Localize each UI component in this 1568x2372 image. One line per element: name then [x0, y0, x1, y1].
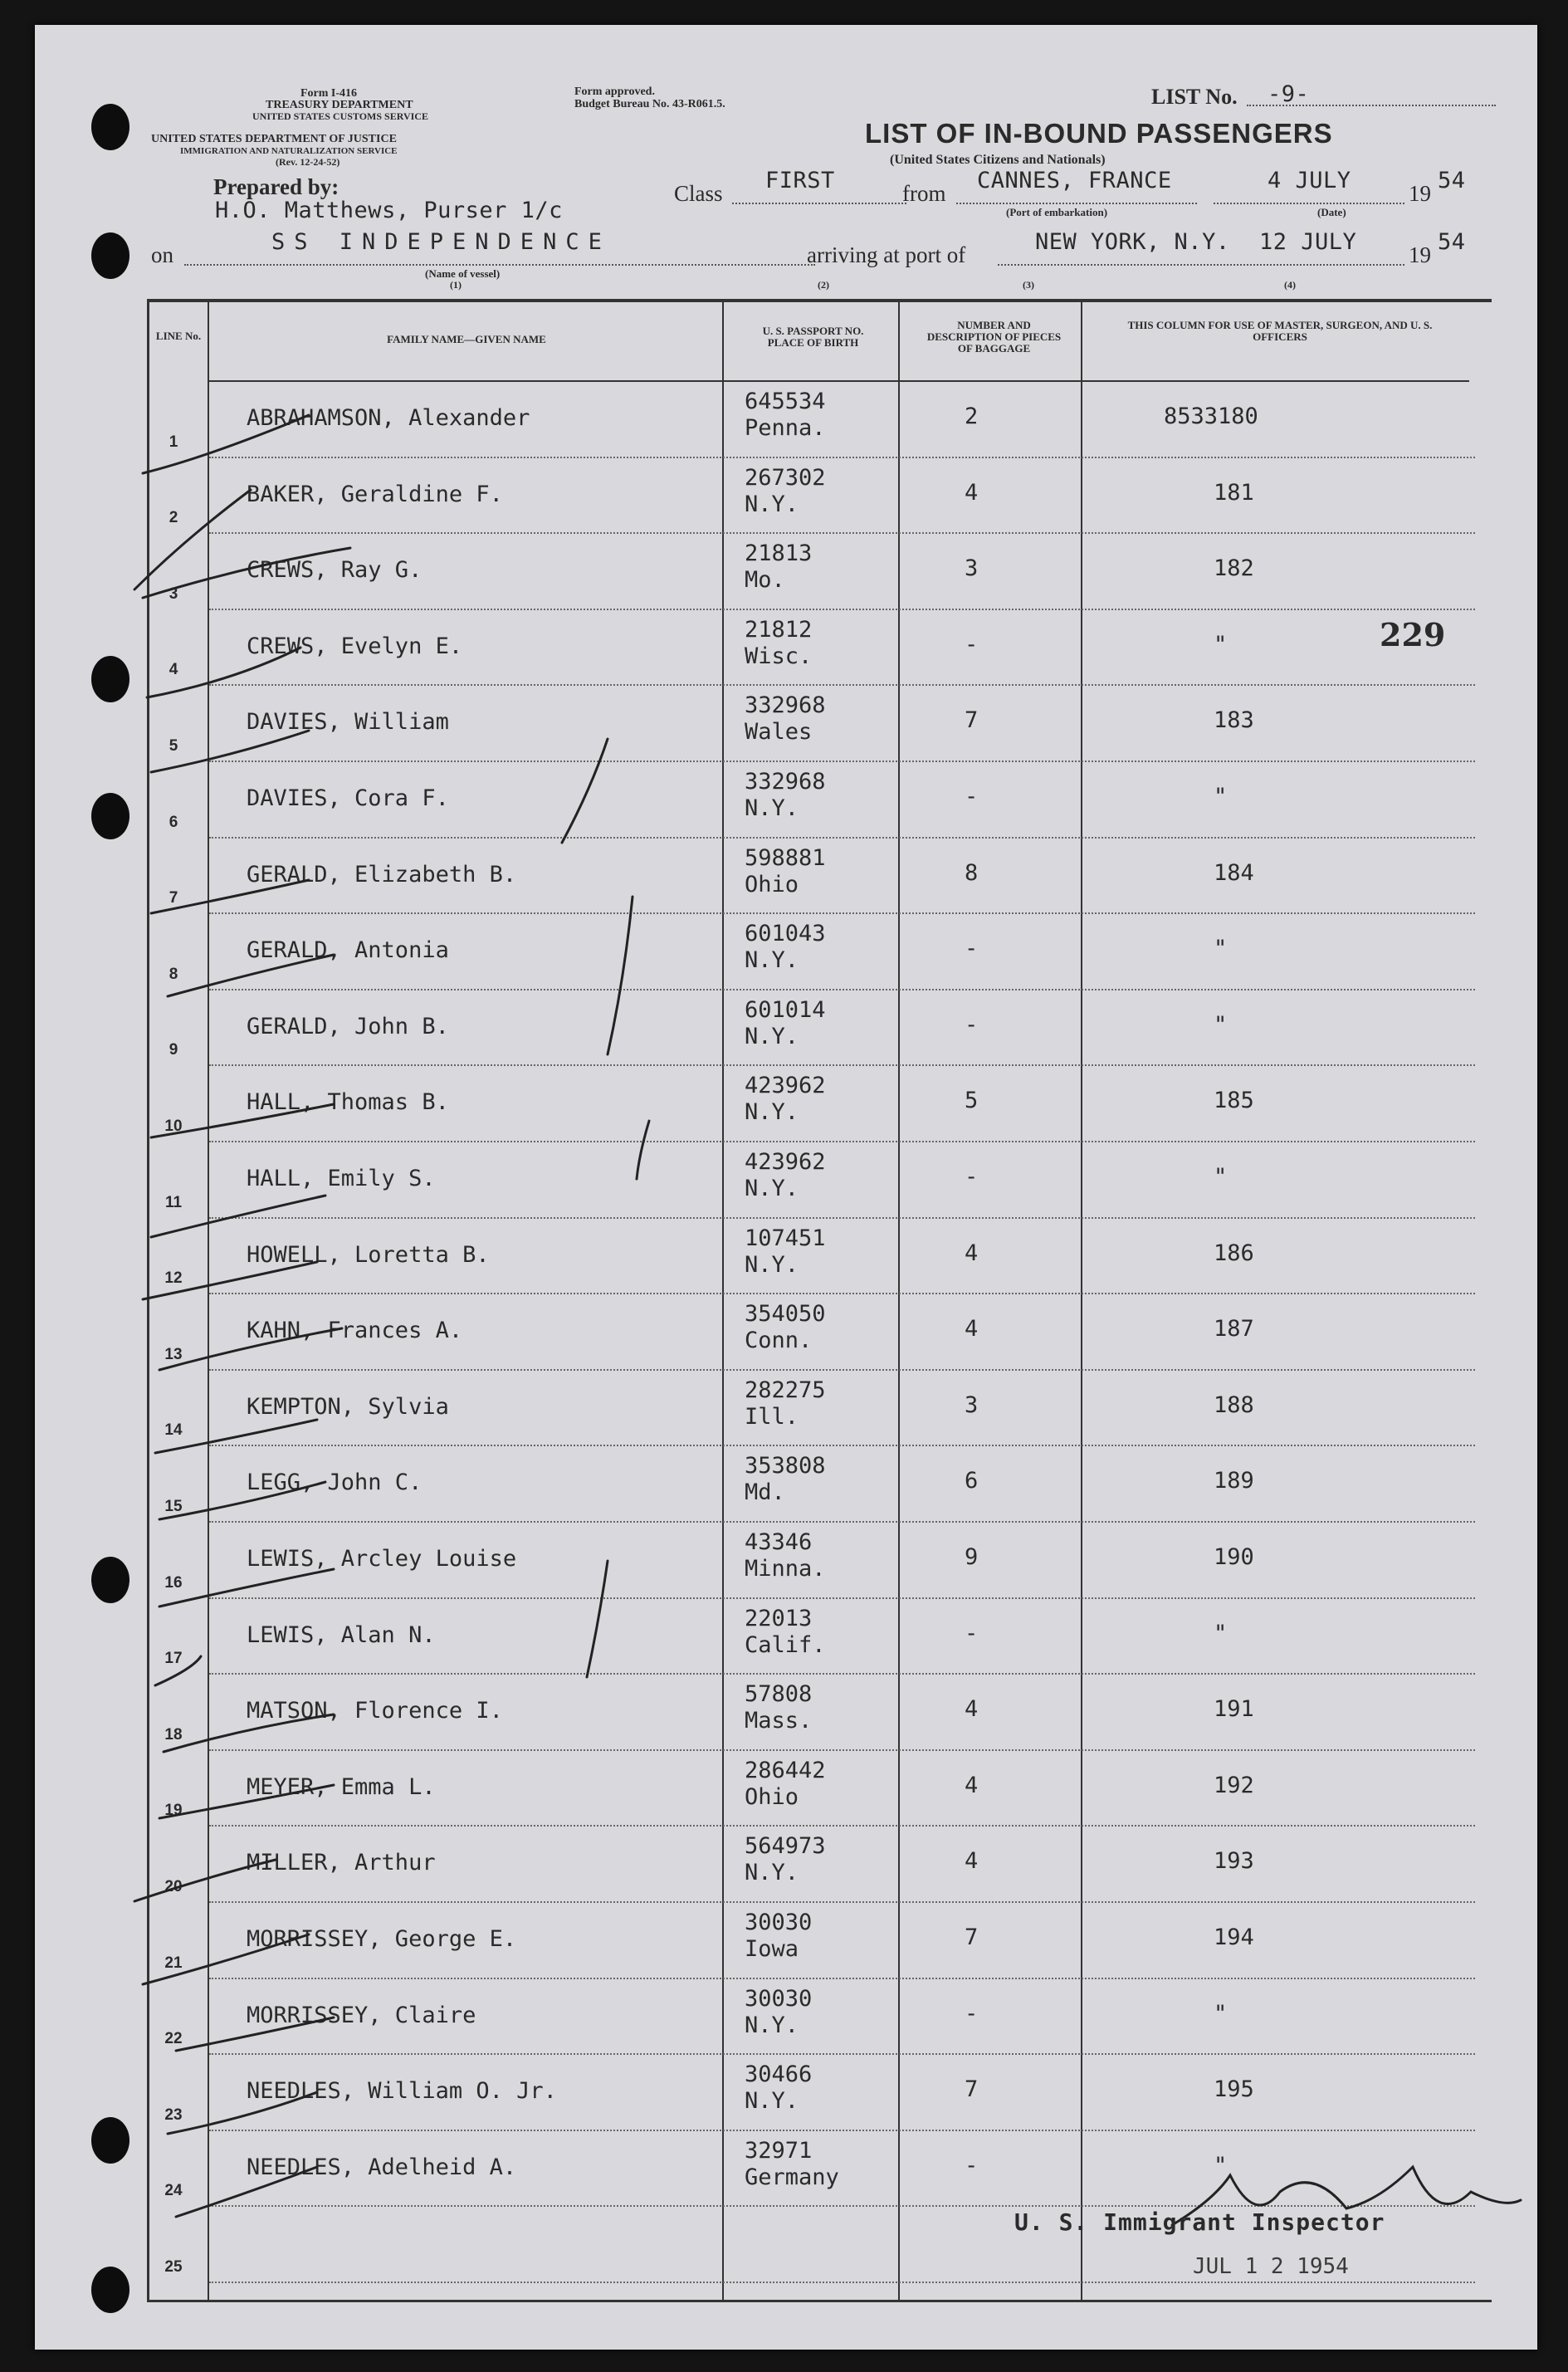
passenger-name: HALL, Thomas B. — [247, 1089, 449, 1116]
passport-number: 267302 — [745, 464, 826, 491]
line-number: 4 — [169, 661, 178, 679]
dept-justice: UNITED STATES DEPARTMENT OF JUSTICE — [151, 133, 397, 145]
officer-note: 185 — [1214, 1088, 1254, 1114]
passenger-name: KAHN, Frances A. — [247, 1318, 463, 1344]
baggage-count: - — [965, 1164, 979, 1190]
officer-note: " — [1214, 1620, 1228, 1646]
line-number: 21 — [164, 1954, 183, 1972]
arrival-year-prefix: 19 — [1409, 242, 1431, 267]
baggage-count: 6 — [965, 1468, 979, 1494]
form-title: LIST OF IN-BOUND PASSENGERS — [865, 118, 1333, 149]
line-number: 24 — [164, 2182, 183, 2200]
baggage-count: - — [965, 631, 979, 658]
baggage-count: 7 — [965, 707, 979, 734]
line-number: 6 — [169, 813, 178, 831]
passport-number: 282275 — [745, 1377, 826, 1403]
passenger-name: HALL, Emily S. — [247, 1166, 436, 1191]
officer-note: " — [1214, 631, 1228, 658]
line-number: 11 — [164, 1193, 183, 1211]
prepared-by-label: Prepared by: — [213, 174, 339, 199]
col-head-baggage: NUMBER AND DESCRIPTION OF PIECES OF BAGGAGE — [926, 319, 1062, 355]
place-of-birth: N.Y. — [745, 1860, 799, 1886]
officer-note: 187 — [1214, 1316, 1254, 1343]
col-head-line: LINE No. — [155, 330, 202, 342]
place-of-birth: N.Y. — [745, 491, 799, 517]
line-number: 5 — [169, 737, 178, 755]
baggage-count: 3 — [965, 1391, 979, 1418]
dept-ins: IMMIGRATION AND NATURALIZATION SERVICE — [180, 146, 398, 156]
line-number: 18 — [164, 1725, 183, 1744]
passenger-name: BAKER, Geraldine F. — [247, 481, 503, 507]
arriving-label: arriving at port of — [807, 242, 966, 267]
officer-note: 195 — [1214, 2076, 1254, 2103]
officer-note: 194 — [1214, 1924, 1254, 1950]
line-number: 10 — [164, 1118, 183, 1135]
baggage-count: 7 — [965, 1924, 979, 1950]
passenger-name: GERALD, Elizabeth B. — [247, 861, 517, 888]
officer-note: " — [1214, 2152, 1228, 2179]
col-num-4: (4) — [1284, 279, 1296, 291]
from-value: CANNES, FRANCE — [977, 168, 1172, 193]
passport-number: 30030 — [745, 1985, 813, 2012]
officer-note: " — [1214, 784, 1228, 809]
passenger-name: MATSON, Florence I. — [247, 1698, 503, 1724]
passport-number: 57808 — [745, 1681, 813, 1708]
baggage-count: 8 — [965, 859, 979, 886]
passport-number: 423962 — [745, 1073, 826, 1099]
place-of-birth: Md. — [745, 1479, 785, 1506]
place-of-birth: Germany — [745, 2164, 839, 2190]
passport-number: 601014 — [745, 996, 826, 1023]
officer-note: 189 — [1214, 1468, 1254, 1494]
list-number: -9- — [1268, 81, 1310, 107]
form-approved: Form approved. — [574, 86, 655, 98]
baggage-count: - — [965, 784, 979, 809]
officer-note: 188 — [1214, 1391, 1254, 1418]
col-head-passport: U. S. PASSPORT NO. PLACE OF BIRTH — [762, 325, 864, 349]
place-of-birth: N.Y. — [745, 1023, 799, 1049]
passport-number: 43346 — [745, 1529, 813, 1555]
officer-note: " — [1214, 936, 1228, 962]
prepared-by-value: H.O. Matthews, Purser 1/c — [215, 198, 563, 223]
line-number: 22 — [164, 2030, 183, 2048]
line-number: 17 — [164, 1650, 183, 1668]
passenger-name: DAVIES, William — [247, 709, 449, 736]
officer-note: 8533180 — [1164, 403, 1258, 429]
passport-number: 645534 — [745, 389, 826, 414]
baggage-count: 4 — [965, 1696, 979, 1723]
depart-year-prefix: 19 — [1409, 181, 1431, 206]
place-of-birth: Mass. — [745, 1708, 813, 1734]
passenger-name: MILLER, Arthur — [247, 1850, 436, 1876]
line-number: 15 — [164, 1498, 183, 1515]
officer-note: 193 — [1214, 1848, 1254, 1875]
dept-customs: UNITED STATES CUSTOMS SERVICE — [252, 110, 428, 122]
passport-number: 353808 — [745, 1453, 826, 1479]
passenger-name: DAVIES, Cora F. — [247, 785, 449, 811]
vessel-caption: (Name of vessel) — [425, 267, 501, 280]
passport-number: 354050 — [745, 1301, 826, 1328]
baggage-count: 4 — [965, 1848, 979, 1875]
place-of-birth: Mo. — [745, 567, 785, 594]
officer-note: 183 — [1214, 707, 1254, 734]
passenger-name: CREWS, Evelyn E. — [247, 633, 463, 659]
on-label: on — [151, 242, 173, 267]
vessel-name: SS INDEPENDENCE — [271, 229, 611, 255]
place-of-birth: Wisc. — [745, 643, 813, 669]
place-of-birth: N.Y. — [745, 1176, 799, 1201]
baggage-count: - — [965, 2000, 979, 2027]
passenger-name: NEEDLES, William O. Jr. — [247, 2078, 557, 2105]
place-of-birth: N.Y. — [745, 795, 799, 821]
line-number: 14 — [164, 1421, 183, 1440]
passenger-name: LEWIS, Arcley Louise — [247, 1546, 517, 1572]
passenger-name: NEEDLES, Adelheid A. — [247, 2154, 517, 2180]
form-number: Form I-416 — [300, 87, 358, 100]
place-of-birth: N.Y. — [745, 2088, 799, 2115]
document-page — [35, 25, 1537, 2350]
officer-note: " — [1214, 2000, 1228, 2027]
line-number: 20 — [164, 1878, 183, 1895]
passport-number: 601043 — [745, 921, 826, 947]
passport-number: 107451 — [745, 1225, 826, 1251]
passport-number: 32971 — [745, 2137, 813, 2164]
passport-number: 286442 — [745, 1757, 826, 1783]
passenger-name: MEYER, Emma L. — [247, 1773, 436, 1800]
baggage-count: 2 — [965, 403, 979, 429]
col-num-1: (1) — [450, 279, 462, 291]
line-number: 9 — [169, 1041, 178, 1059]
place-of-birth: Ohio — [745, 871, 799, 897]
officer-note: 190 — [1214, 1544, 1254, 1570]
arrival-year: 54 — [1438, 229, 1466, 255]
class-value: FIRST — [765, 168, 835, 193]
inspector-label: U. S. Immigrant Inspector — [1014, 2208, 1385, 2236]
baggage-count: - — [965, 936, 979, 962]
line-number: 19 — [164, 1802, 183, 1820]
baggage-count: - — [965, 1620, 979, 1646]
form-subtitle: (United States Citizens and Nationals) — [890, 153, 1106, 167]
passenger-name: GERALD, John B. — [247, 1013, 449, 1039]
passport-number: 21812 — [745, 616, 813, 643]
baggage-count: 3 — [965, 555, 979, 582]
place-of-birth: Minna. — [745, 1556, 826, 1582]
baggage-count: 4 — [965, 1240, 979, 1266]
place-of-birth: Ohio — [745, 1783, 799, 1810]
col-head-officers: THIS COLUMN FOR USE OF MASTER, SURGEON, AND U. S. OFFICERS — [1127, 319, 1433, 343]
baggage-count: 7 — [965, 2076, 979, 2103]
col-num-2: (2) — [818, 279, 829, 291]
officer-note: 192 — [1214, 1772, 1254, 1798]
passport-number: 423962 — [745, 1149, 826, 1175]
baggage-count: 4 — [965, 1316, 979, 1343]
line-number: 16 — [164, 1573, 183, 1592]
place-of-birth: Wales — [745, 719, 813, 746]
handwritten-marks — [35, 25, 1537, 2350]
place-of-birth: Penna. — [745, 415, 826, 441]
line-number: 23 — [164, 2105, 183, 2124]
passport-number: 30030 — [745, 1910, 813, 1935]
page-stamp: 229 — [1380, 616, 1446, 653]
place-of-birth: Conn. — [745, 1328, 813, 1354]
arrival-date: 12 JULY — [1259, 229, 1357, 255]
place-of-birth: N.Y. — [745, 1251, 799, 1278]
place-of-birth: N.Y. — [745, 947, 799, 974]
line-number: 1 — [169, 433, 178, 451]
officer-note: " — [1214, 1011, 1228, 1038]
officer-note: 182 — [1214, 555, 1254, 582]
baggage-count: 4 — [965, 479, 979, 506]
place-of-birth: N.Y. — [745, 2012, 799, 2038]
place-of-birth: N.Y. — [745, 1099, 799, 1126]
passport-number: 564973 — [745, 1833, 826, 1860]
passenger-name: KEMPTON, Sylvia — [247, 1393, 449, 1420]
class-label: Class — [674, 181, 723, 206]
baggage-count: - — [965, 1011, 979, 1038]
port-caption: (Port of embarkation) — [1006, 206, 1108, 218]
baggage-count: 9 — [965, 1544, 979, 1570]
passenger-name: LEWIS, Alan N. — [247, 1621, 436, 1648]
budget-bureau: Budget Bureau No. 43-R061.5. — [574, 98, 725, 110]
place-of-birth: Calif. — [745, 1631, 826, 1658]
line-number: 3 — [169, 584, 178, 603]
col-head-name: FAMILY NAME—GIVEN NAME — [387, 333, 546, 345]
officer-note: 181 — [1214, 479, 1254, 506]
passenger-name: MORRISSEY, George E. — [247, 1926, 517, 1952]
place-of-birth: Ill. — [745, 1403, 799, 1430]
officer-note: 191 — [1214, 1696, 1254, 1723]
passport-number: 30466 — [745, 2061, 813, 2088]
line-number: 7 — [169, 889, 178, 907]
passport-number: 332968 — [745, 769, 826, 795]
from-label: from — [902, 181, 946, 206]
arrival-port: NEW YORK, N.Y. — [1035, 229, 1230, 255]
passport-number: 21813 — [745, 540, 813, 567]
baggage-count: - — [965, 2152, 979, 2179]
passenger-name: HOWELL, Loretta B. — [247, 1241, 490, 1268]
line-number: 25 — [164, 2258, 183, 2276]
passport-number: 332968 — [745, 692, 826, 719]
list-label: LIST No. — [1151, 85, 1238, 109]
passenger-name: MORRISSEY, Claire — [247, 2002, 476, 2028]
form-revision: (Rev. 12-24-52) — [276, 156, 340, 168]
depart-year: 54 — [1438, 168, 1466, 193]
officer-note: 186 — [1214, 1240, 1254, 1266]
depart-date: 4 JULY — [1268, 168, 1351, 193]
passenger-name: ABRAHAMSON, Alexander — [247, 405, 530, 431]
officer-note: " — [1214, 1164, 1228, 1190]
line-number: 13 — [164, 1345, 183, 1363]
dept-treasury: TREASURY DEPARTMENT — [266, 99, 413, 111]
passenger-name: LEGG, John C. — [247, 1470, 423, 1496]
date-caption: (Date) — [1317, 206, 1346, 218]
passport-number: 22013 — [745, 1605, 813, 1631]
place-of-birth: Iowa — [745, 1936, 799, 1962]
line-number: 12 — [164, 1269, 183, 1288]
line-number: 2 — [169, 509, 178, 527]
received-stamp-date: JUL 1 2 1954 — [1193, 2254, 1349, 2279]
passport-number: 598881 — [745, 844, 826, 871]
baggage-count: 5 — [965, 1088, 979, 1114]
line-number: 8 — [169, 965, 178, 983]
col-num-3: (3) — [1023, 279, 1034, 291]
baggage-count: 4 — [965, 1772, 979, 1798]
officer-note: 184 — [1214, 859, 1254, 886]
passenger-name: CREWS, Ray G. — [247, 557, 423, 584]
passenger-name: GERALD, Antonia — [247, 937, 449, 964]
